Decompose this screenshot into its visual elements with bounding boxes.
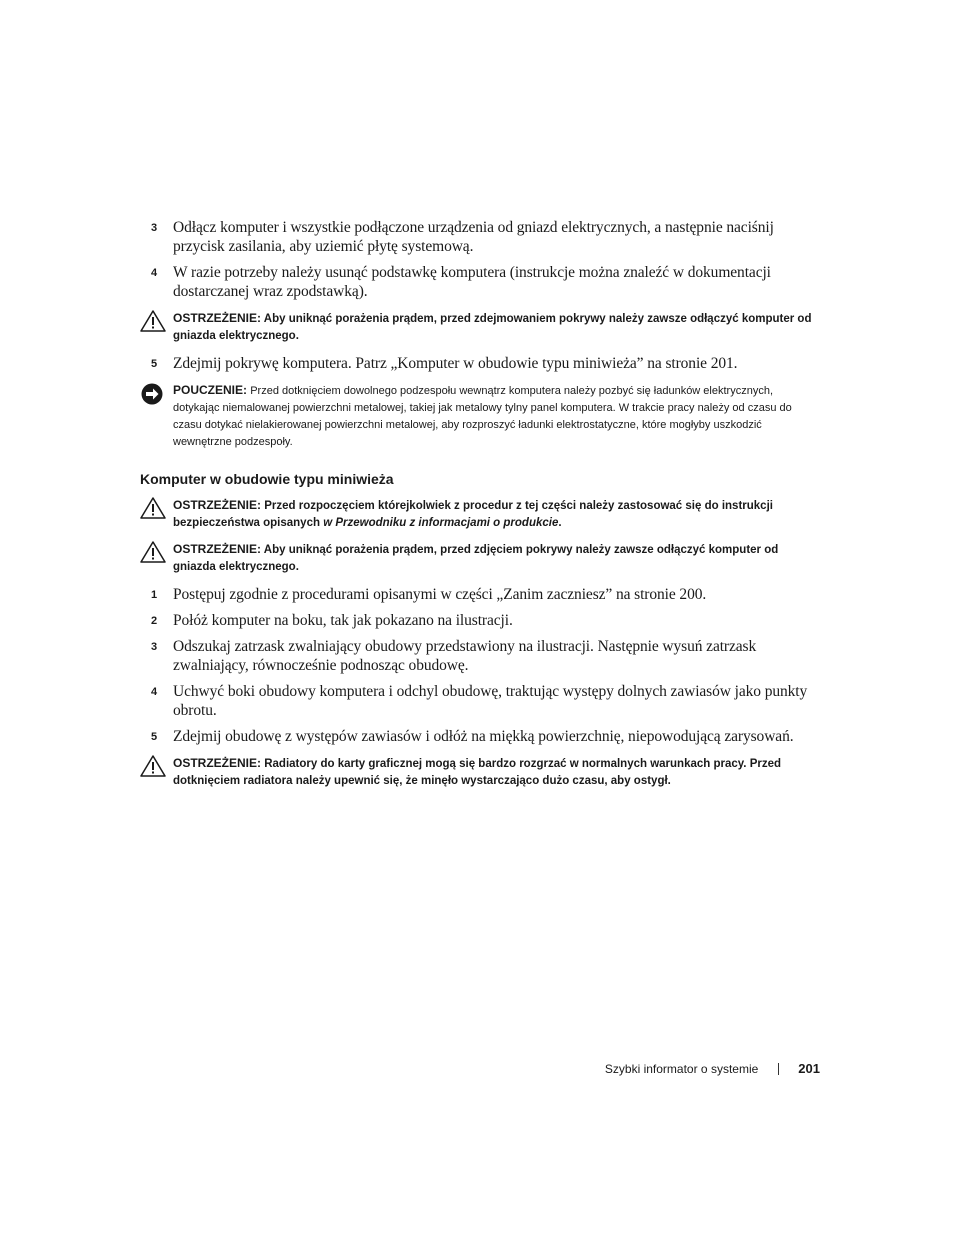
warning-electric-shock-2 <box>140 541 820 576</box>
step-number: 2 <box>151 615 158 627</box>
warning-label: OSTRZEŻENIE: <box>173 498 262 512</box>
list-item <box>140 727 820 746</box>
notice-label: POUCZENIE: <box>173 383 248 397</box>
notice-text: Przed dotknięciem dowolnego podzespołu wewnątrz komputera należy pozbyć się ładunków elektrycznych, dotykając niemalowanej powierzchni metalowej, takiej jak metalowy tylny panel komputera. W trakcie pracy należy od czasu do czasu dotykać nielakierowanej powierzchni metalowej, aby rozproszyć ładunki elektrostatyczne, które mogłyby uszkodzić wewnętrzne podzespoły. <box>173 385 792 448</box>
warning-text: Aby uniknąć porażenia prądem, przed zdjęciem pokrywy należy zawsze odłączyć komputer od gniazda elektrycznego. <box>173 544 779 573</box>
step-number: 5 <box>151 731 158 743</box>
warning-end: . <box>558 517 562 529</box>
step-4-stand <box>140 263 820 301</box>
step-text: Odłącz komputer i wszystkie podłączone urządzenia od gniazd elektrycznych, a następnie naciśnij przycisk zasilania, aby uziemić płytę systemową. <box>173 219 774 255</box>
step-text: Zdejmij pokrywę komputera. Patrz „Komputer w obudowie typu miniwieża” na stronie 201. <box>173 355 738 372</box>
list-item <box>140 611 820 630</box>
warning-text: Aby uniknąć porażenia prądem, przed zdejmowaniem pokrywy należy zawsze odłączyć komputer od gniazda elektrycznego. <box>173 313 812 342</box>
step-text: W razie potrzeby należy usunąć podstawkę komputera (instrukcje można znaleźć w dokumentacji dostarczanej wraz zpodstawką). <box>173 264 771 300</box>
warning-italic-ref: w Przewodniku z informacjami o produkcie <box>323 517 559 529</box>
step-5-remove-cover <box>140 354 820 373</box>
step-number: 4 <box>151 267 158 279</box>
notice-arrow-icon <box>140 382 164 411</box>
warning-triangle-icon <box>140 755 166 782</box>
page-footer <box>605 1061 820 1076</box>
footer-divider <box>778 1063 779 1075</box>
warning-triangle-icon <box>140 497 166 524</box>
warning-label: OSTRZEŻENIE: <box>173 311 262 325</box>
step-text: Połóż komputer na boku, tak jak pokazano na ilustracji. <box>173 612 513 629</box>
step-text: Odszukaj zatrzask zwalniający obudowy przedstawiony na ilustracji. Następnie wysuń zatrzask zwalniający, równocześnie podnosząc obudowę. <box>173 638 757 674</box>
warning-label: OSTRZEŻENIE: <box>173 756 262 770</box>
page-content <box>140 218 820 799</box>
step-number: 3 <box>151 641 158 653</box>
step-text: Postępuj zgodnie z procedurami opisanymi w części „Zanim zaczniesz” na stronie 200. <box>173 586 707 603</box>
step-number: 1 <box>151 589 158 601</box>
warning-label: OSTRZEŻENIE: <box>173 542 262 556</box>
list-item <box>140 585 820 604</box>
footer-title: Szybki informator o systemie <box>604 1061 759 1076</box>
list-item <box>140 682 820 720</box>
warning-electric-shock <box>140 310 820 345</box>
warning-hot-heatsink <box>140 755 820 790</box>
step-text: Zdejmij obudowę z występów zawiasów i odłóż na miękką powierzchnię, niepowodującą zarysowań. <box>173 728 794 745</box>
warning-text: Przed rozpoczęciem którejkolwiek z procedur z tej części należy zastosować się do instrukcji bezpieczeństwa opisanych <box>173 500 773 529</box>
warning-triangle-icon <box>140 541 166 568</box>
warning-triangle-icon <box>140 310 166 337</box>
step-3-disconnect <box>140 218 820 256</box>
section-heading: Komputer w obudowie typu miniwieża <box>140 471 394 487</box>
notice-static <box>140 382 820 451</box>
step-text: Uchwyć boki obudowy komputera i odchyl obudowę, traktując występy dolnych zawiasów jako punkty obrotu. <box>173 683 808 719</box>
step-number: 4 <box>151 686 158 698</box>
page-number: 201 <box>798 1061 820 1076</box>
warning-text: Radiatory do karty graficznej mogą się bardzo rozgrzać w normalnych warunkach pracy. Przed dotknięciem radiatora należy upewnić się, że minęło wystarczająco dużo czasu, aby ostygł. <box>173 758 782 787</box>
warning-safety-instructions <box>140 497 820 532</box>
list-item <box>140 637 820 675</box>
step-number: 5 <box>151 358 158 370</box>
step-number: 3 <box>151 222 158 234</box>
